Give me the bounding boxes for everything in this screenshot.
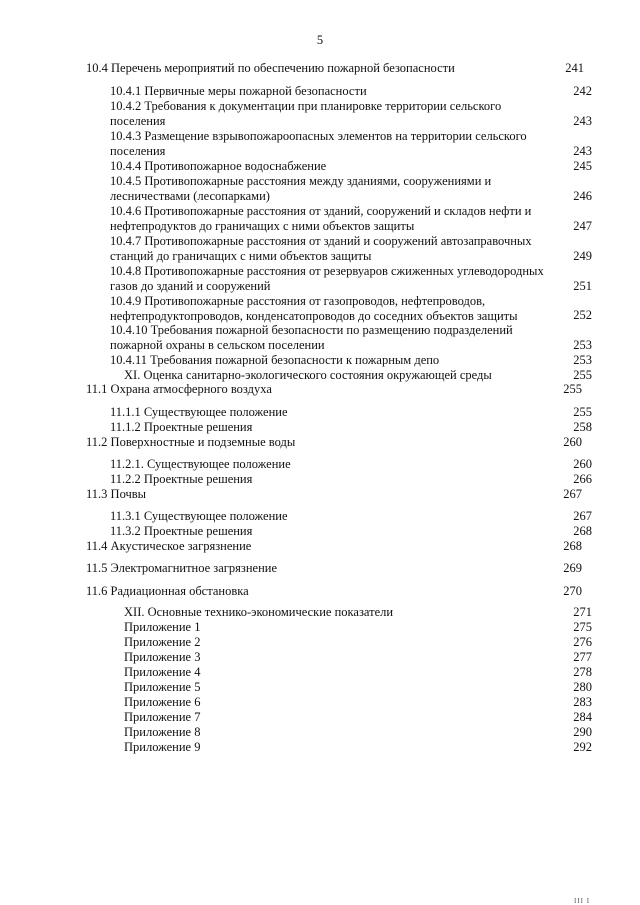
toc-page-10-4-2: 243 [573, 114, 592, 128]
toc-page-10-4-7: 249 [573, 249, 592, 263]
toc-entry-10-4-2: 10.4.2 Требования к документации при планировке территории сельского поселения [110, 99, 502, 128]
toc-entry-11-2: 11.2 Поверхностные и подземные воды [86, 435, 296, 449]
toc-page-11-6: 270 [563, 584, 582, 598]
toc-entry-10-4-8: 10.4.8 Противопожарные расстояния от резервуаров сжиженных углеводородных газов до зданий и сооружений [110, 264, 544, 293]
toc-page-appendix-8: 290 [573, 725, 592, 739]
toc-page-appendix-9: 292 [573, 740, 592, 754]
toc-entry-11-5: 11.5 Электромагнитное загрязнение [86, 561, 278, 575]
toc-page-10-4-6: 247 [573, 219, 592, 233]
toc-entry-10-4-6: 10.4.6 Противопожарные расстояния от зданий, сооружений и складов нефти и нефтепродуктов до граничащих с ними объектов защиты [110, 204, 532, 233]
toc-entry-section-xi: XI. Оценка санитарно-экологического состояния окружающей среды [124, 368, 492, 382]
toc-page-appendix-4: 278 [573, 665, 592, 679]
toc-page-11-3: 267 [563, 487, 582, 501]
toc-page-10-4-9: 252 [573, 308, 592, 322]
toc-page-appendix-3: 277 [573, 650, 592, 664]
toc-entry-10-4: 10.4 Перечень мероприятий по обеспечению пожарной безопасности [86, 61, 455, 75]
toc-entry-section-xii: XII. Основные технико-экономические показатели [124, 605, 394, 619]
toc-entry-appendix-5: Приложение 5 [124, 680, 201, 694]
toc-page-11-4: 268 [563, 539, 582, 553]
toc-page-10-4-5: 246 [573, 189, 592, 203]
toc-entry-11-1: 11.1 Охрана атмосферного воздуха [86, 382, 272, 396]
toc-entry-appendix-1: Приложение 1 [124, 620, 201, 634]
toc-page-11-5: 269 [563, 561, 582, 575]
toc-entry-10-4-3: 10.4.3 Размещение взрывопожароопасных элементов на территории сельского поселения [110, 129, 527, 158]
toc-page-10-4-10: 253 [573, 338, 592, 352]
toc-entry-10-4-1: 10.4.1 Первичные меры пожарной безопасности [110, 84, 367, 98]
toc-page-11-1-2: 258 [573, 420, 592, 434]
toc-entry-10-4-10: 10.4.10 Требования пожарной безопасности по размещению подразделений пожарной охраны в сельском поселении [110, 323, 513, 352]
toc-page-section-xii: 271 [573, 605, 592, 619]
toc-entry-appendix-9: Приложение 9 [124, 740, 201, 754]
toc-entry-appendix-6: Приложение 6 [124, 695, 201, 709]
toc-page-10-4-4: 245 [573, 159, 592, 173]
scan-corner-mark: III I [574, 897, 591, 905]
toc-page-11-2-1: 260 [573, 457, 592, 471]
toc-page-appendix-1: 275 [573, 620, 592, 634]
page-number: 5 [316, 33, 324, 47]
toc-page-10-4-11: 253 [573, 353, 592, 367]
toc-entry-11-2-2: 11.2.2 Проектные решения [110, 472, 253, 486]
toc-page-11-3-1: 267 [573, 509, 592, 523]
toc-entry-11-1-1: 11.1.1 Существующее положение [110, 405, 288, 419]
toc-entry-appendix-3: Приложение 3 [124, 650, 201, 664]
toc-entry-10-4-9: 10.4.9 Противопожарные расстояния от газопроводов, нефтепроводов, нефтепродуктопроводов, конденсатопроводов до соседних объектов защиты [110, 294, 518, 323]
toc-entry-10-4-5: 10.4.5 Противопожарные расстояния между зданиями, сооружениями и лесничествами (лесопарками) [110, 174, 492, 203]
toc-entry-11-3-2: 11.3.2 Проектные решения [110, 524, 253, 538]
toc-page-10-4-3: 243 [573, 144, 592, 158]
toc-page-11-3-2: 268 [573, 524, 592, 538]
toc-entry-11-3-1: 11.3.1 Существующее положение [110, 509, 288, 523]
toc-page-10-4-1: 242 [573, 84, 592, 98]
toc-entry-appendix-7: Приложение 7 [124, 710, 201, 724]
toc-entry-11-3: 11.3 Почвы [86, 487, 147, 501]
toc-page-appendix-2: 276 [573, 635, 592, 649]
toc-page-11-1: 255 [563, 382, 582, 396]
toc-entry-11-6: 11.6 Радиационная обстановка [86, 584, 249, 598]
toc-page-section-xi: 255 [573, 368, 592, 382]
toc-page-appendix-5: 280 [573, 680, 592, 694]
toc-page-10-4-8: 251 [573, 279, 592, 293]
toc-entry-appendix-2: Приложение 2 [124, 635, 201, 649]
toc-entry-appendix-8: Приложение 8 [124, 725, 201, 739]
toc-page-10-4: 241 [565, 61, 584, 75]
toc-page-11-2: 260 [563, 435, 582, 449]
toc-entry-11-2-1: 11.2.1. Существующее положение [110, 457, 291, 471]
toc-entry-10-4-4: 10.4.4 Противопожарное водоснабжение [110, 159, 327, 173]
toc-entry-11-4: 11.4 Акустическое загрязнение [86, 539, 252, 553]
toc-entry-11-1-2: 11.1.2 Проектные решения [110, 420, 253, 434]
toc-entry-10-4-7: 10.4.7 Противопожарные расстояния от зданий и сооружений автозаправочных станций до граничащих с ними объектов защиты [110, 234, 532, 263]
toc-page-11-2-2: 266 [573, 472, 592, 486]
toc-page-appendix-6: 283 [573, 695, 592, 709]
toc-entry-appendix-4: Приложение 4 [124, 665, 201, 679]
toc-page-appendix-7: 284 [573, 710, 592, 724]
toc-entry-10-4-11: 10.4.11 Требования пожарной безопасности к пожарным депо [110, 353, 440, 367]
toc-page-11-1-1: 255 [573, 405, 592, 419]
